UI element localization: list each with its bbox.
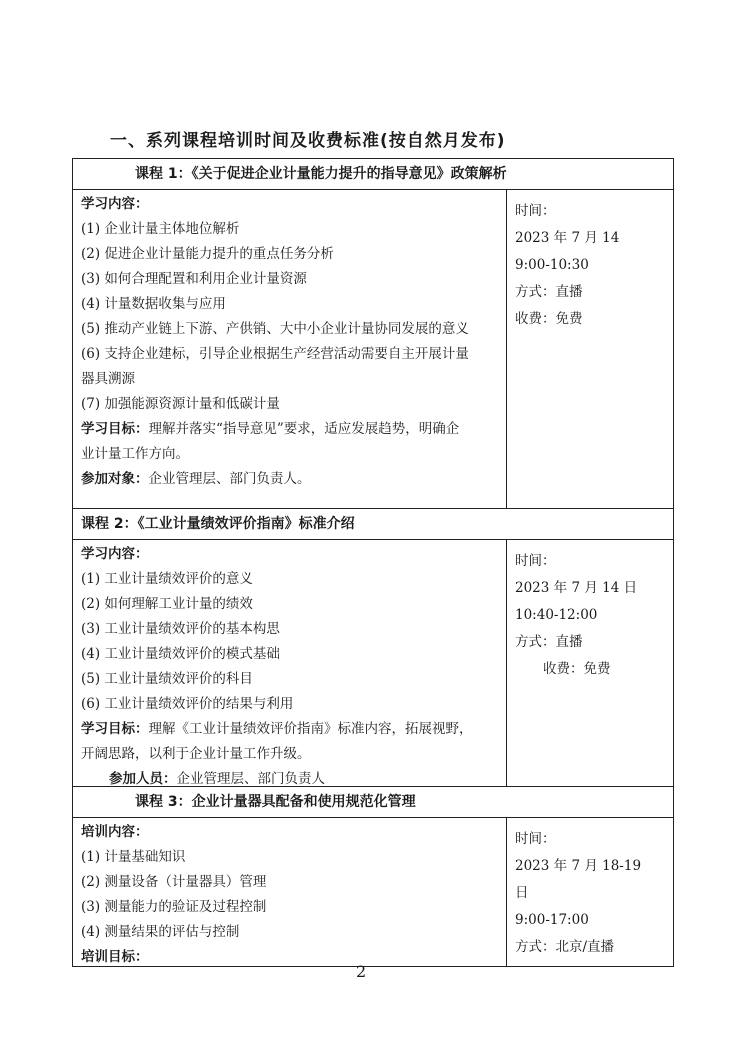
list-item: (1) 企业计量主体地位解析: [81, 221, 240, 237]
time-label: 时间：: [515, 831, 556, 847]
list-item: (4) 计量数据收集与应用: [81, 296, 226, 312]
page-number: 2: [356, 962, 367, 981]
time-text: 9:00-10:30: [515, 257, 589, 273]
time-text: 10:40-12:00: [515, 607, 598, 623]
audience-label: 参加人员：: [109, 771, 177, 787]
content-label: 学习内容：: [81, 196, 149, 212]
list-item: (6) 工业计量绩效评价的结果与利用: [81, 696, 294, 712]
course-1-content: [73, 190, 507, 508]
fee-text: 收费：免费: [515, 311, 583, 327]
list-item: (4) 测量结果的评估与控制: [81, 924, 240, 940]
section-heading: 一、系列课程培训时间及收费标准(按自然月发布): [110, 131, 506, 151]
list-item: (3) 测量能力的验证及过程控制: [81, 899, 267, 915]
list-item: (5) 推动产业链上下游、产供销、大中小企业计量协同发展的意义: [81, 321, 469, 337]
list-item: (6) 支持企业建标，引导企业根据生产经营活动需要自主开展计量: [81, 346, 469, 362]
course-1-title: 课程 1：《关于促进企业计量能力提升的指导意见》政策解析: [73, 159, 673, 190]
course-2-schedule: [507, 540, 673, 786]
audience-text: 企业管理层、部门负责人。: [148, 471, 311, 487]
list-item: (2) 如何理解工业计量的绩效: [81, 596, 253, 612]
list-item: (2) 测量设备（计量器具）管理: [81, 874, 267, 890]
list-item: (7) 加强能源资源计量和低碳计量: [81, 396, 280, 412]
time-label: 时间：: [515, 203, 556, 219]
goal-text-cont: 开阔思路，以利于企业计量工作升级。: [81, 746, 311, 762]
goal-line: [81, 417, 506, 442]
list-item: (5) 工业计量绩效评价的科目: [81, 671, 253, 687]
goal-text: 理解《工业计量绩效评价指南》标准内容，拓展视野，: [148, 721, 473, 737]
course-3-body: [73, 818, 673, 967]
date-text-cont: 日: [515, 885, 529, 901]
date-text: 2023 年 7 月 14 日: [515, 580, 638, 596]
date-text: 2023 年 7 月 18-19: [515, 858, 642, 874]
audience-label: 参加对象：: [81, 471, 149, 487]
goal-line: [81, 717, 506, 742]
mode-text: 方式：直播: [515, 284, 583, 300]
course-2-body: [73, 540, 673, 787]
time-text: 9:00-17:00: [515, 912, 589, 928]
course-1-schedule: [507, 190, 673, 508]
audience-line: [81, 467, 506, 492]
mode-text: 方式：直播: [515, 634, 583, 650]
list-item: (4) 工业计量绩效评价的模式基础: [81, 646, 280, 662]
mode-text: 方式：北京/直播: [515, 939, 615, 955]
goal-label: 学习目标：: [81, 421, 149, 437]
goal-text-cont: 业计量工作方向。: [81, 446, 189, 462]
fee-text: 收费：免费: [543, 661, 611, 677]
course-2-title: 课程 2：《工业计量绩效评价指南》标准介绍: [73, 509, 673, 540]
content-label: 培训内容：: [81, 824, 149, 840]
course-table: [72, 158, 674, 967]
course-2-content: [73, 540, 507, 786]
course-3-title: 课程 3：企业计量器具配备和使用规范化管理: [73, 787, 673, 818]
list-item: 器具溯源: [81, 371, 135, 387]
list-item: (1) 工业计量绩效评价的意义: [81, 571, 253, 587]
list-item: (3) 工业计量绩效评价的基本构思: [81, 621, 280, 637]
list-item: (3) 如何合理配置和利用企业计量资源: [81, 271, 307, 287]
goal-text: 理解并落实“指导意见”要求，适应发展趋势，明确企: [148, 421, 460, 437]
time-label: 时间：: [515, 553, 556, 569]
list-item: (1) 计量基础知识: [81, 849, 186, 865]
date-text: 2023 年 7 月 14: [515, 230, 620, 246]
course-1-body: [73, 190, 673, 509]
audience-text: 企业管理层、部门负责人: [176, 771, 325, 787]
goal-label: 培训目标：: [81, 949, 149, 965]
content-label: 学习内容：: [81, 546, 149, 562]
course-3-content: [73, 818, 507, 966]
list-item: (2) 促进企业计量能力提升的重点任务分析: [81, 246, 334, 262]
goal-label: 学习目标：: [81, 721, 149, 737]
course-3-schedule: [507, 818, 673, 966]
